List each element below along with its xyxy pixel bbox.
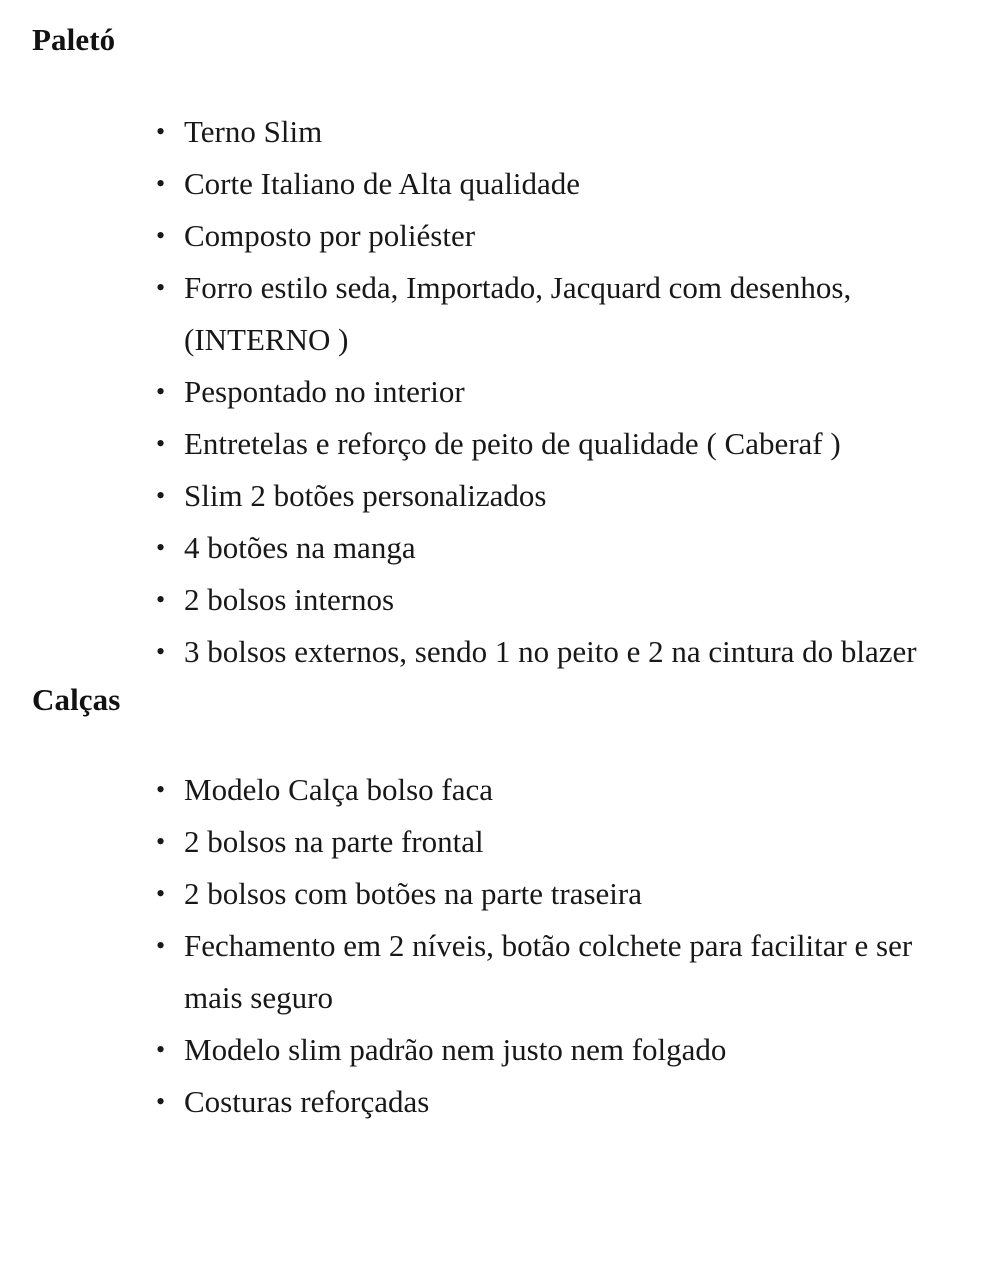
list-item-label: Entretelas e reforço de peito de qualidade ( Caberaf ) [184, 426, 841, 461]
list-item [32, 106, 970, 158]
list-item [32, 816, 970, 868]
list-item [32, 1024, 970, 1076]
bullet-icon: • [156, 637, 166, 666]
list-item-label: Corte Italiano de Alta qualidade [184, 166, 580, 201]
bullet-icon: • [156, 377, 166, 406]
list-item [32, 366, 970, 418]
list-item [32, 418, 970, 470]
bullet-icon: • [156, 221, 166, 250]
bullet-icon: • [156, 585, 166, 614]
list-item-label: Modelo slim padrão nem justo nem folgado [184, 1032, 727, 1067]
list-item [32, 158, 970, 210]
list-item-label: Composto por poliéster [184, 218, 476, 253]
bullet-icon: • [156, 429, 166, 458]
bullet-icon: • [156, 533, 166, 562]
bullet-icon: • [156, 827, 166, 856]
list-item [32, 626, 970, 678]
list-item [32, 1076, 970, 1128]
list-item [32, 470, 970, 522]
bullet-icon: • [156, 879, 166, 908]
list-item-label: 2 bolsos com botões na parte traseira [184, 876, 642, 911]
list-item-label: Costuras reforçadas [184, 1084, 430, 1119]
list-item-label: 2 bolsos na parte frontal [184, 824, 484, 859]
bullet-icon: • [156, 169, 166, 198]
list-item [32, 920, 970, 1024]
list-item-label: Forro estilo seda, Importado, Jacquard com desenhos, (INTERNO ) [184, 270, 852, 357]
list-item-label: Pespontado no interior [184, 374, 465, 409]
list-item [32, 574, 970, 626]
bullet-icon: • [156, 1087, 166, 1116]
list-item-label: 4 botões na manga [184, 530, 416, 565]
list-item [32, 522, 970, 574]
list-item-label: 3 bolsos externos, sendo 1 no peito e 2 na cintura do blazer [184, 634, 917, 669]
bullet-icon: • [156, 931, 166, 960]
section-heading-calcas: Calças [32, 682, 121, 717]
paleto-feature-list [32, 106, 970, 678]
list-item-label: 2 bolsos internos [184, 582, 395, 617]
bullet-icon: • [156, 117, 166, 146]
list-item-label: Terno Slim [184, 114, 323, 149]
section-heading-paleto: Paletó [32, 22, 116, 57]
list-item-label: Fechamento em 2 níveis, botão colchete para facilitar e ser mais seguro [184, 928, 913, 1015]
list-item [32, 210, 970, 262]
list-item [32, 868, 970, 920]
bullet-icon: • [156, 273, 166, 302]
list-item [32, 764, 970, 816]
bullet-icon: • [156, 481, 166, 510]
calcas-feature-list [32, 764, 970, 1128]
bullet-icon: • [156, 775, 166, 804]
list-item-label: Modelo Calça bolso faca [184, 772, 494, 807]
list-item [32, 262, 970, 366]
bullet-icon: • [156, 1035, 166, 1064]
list-item-label: Slim 2 botões personalizados [184, 478, 547, 513]
